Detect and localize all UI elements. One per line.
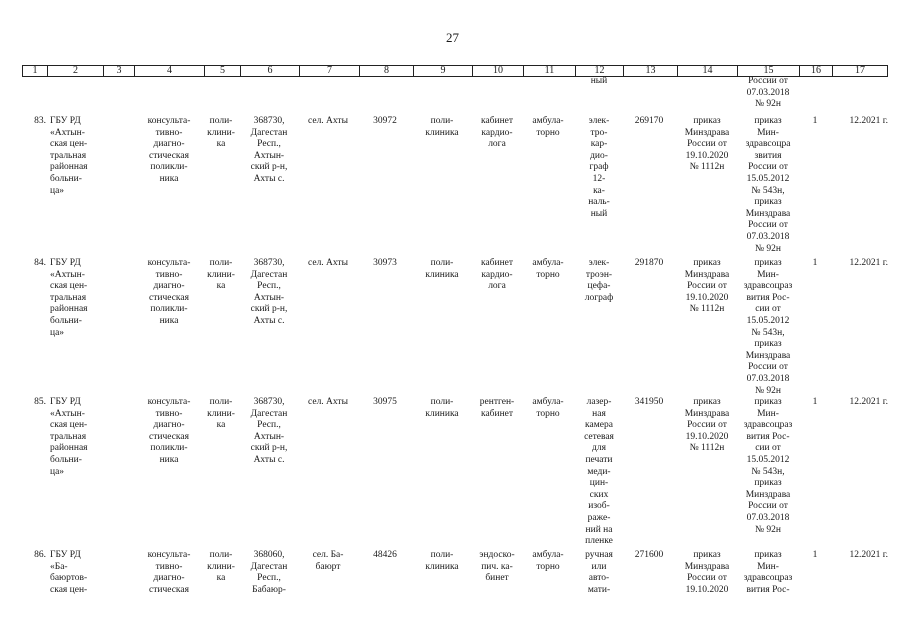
cell-code: 48426	[373, 550, 397, 560]
cell-facility-type: поли- клини- ка	[207, 258, 235, 292]
header-col-4: 4	[134, 65, 204, 76]
cell-settlement: сел. Ахты	[308, 258, 348, 268]
header-col-5: 5	[204, 65, 240, 76]
carryover-order: России от 07.03.2018 № 92н	[746, 76, 790, 110]
cell-organization: ГБУ РД «Ахтын- ская цен- тральная районная больни- ца»	[50, 397, 88, 477]
cell-care-form: амбула- торно	[532, 397, 564, 419]
header-col-13: 13	[623, 65, 677, 76]
cell-date: 12.2021 г.	[849, 258, 888, 268]
cell-order-standard: приказ Минздрава России от 19.10.2020 № 1112н	[684, 116, 730, 173]
carryover-equipment: ный	[590, 76, 608, 86]
cell-order-standard: приказ Минздрава России от 19.10.2020	[684, 550, 730, 595]
cell-row-number: 85.	[34, 397, 46, 407]
cell-settlement: сел. Ба- баюрт	[312, 550, 344, 572]
header-col-7: 7	[299, 65, 359, 76]
cell-settlement: сел. Ахты	[308, 116, 348, 126]
cell-room: кабинет кардио- лога	[480, 116, 514, 150]
cell-subdivision: консульта- тивно- диагно- стическая	[147, 550, 191, 595]
cell-address: 368730, Дагестан Респ., Ахтын- ский р-н, Ахты с.	[250, 116, 288, 184]
cell-organization: ГБУ РД «Ба- баюртов- ская цен-	[50, 550, 88, 595]
cell-order-procedure: приказ Мин- здравсоцраз вития Рос-	[743, 550, 793, 595]
cell-price: 269170	[634, 116, 664, 126]
cell-department: поли- клиника	[425, 397, 459, 419]
header-col-14: 14	[677, 65, 737, 76]
cell-subdivision: консульта- тивно- диагно- стическая поликли- ника	[147, 397, 191, 465]
cell-code: 30975	[373, 397, 397, 407]
header-col-17: 17	[832, 65, 888, 76]
cell-subdivision: консульта- тивно- диагно- стическая поликли- ника	[147, 258, 191, 326]
cell-row-number: 86.	[34, 550, 46, 560]
header-col-1: 1	[22, 65, 47, 76]
cell-facility-type: поли- клини- ка	[207, 550, 235, 584]
cell-order-procedure: приказ Мин- здравсоцра звития России от 15.05.2012 № 543н, приказ Минздрава России от 07.03.2018 № 92н	[745, 116, 791, 254]
header-col-8: 8	[359, 65, 413, 76]
cell-order-procedure: приказ Мин- здравсоцраз вития Рос- сии от 15.05.2012 № 543н, приказ Минздрава России от 07.03.2018 № 92н	[743, 258, 793, 396]
header-col-15: 15	[737, 65, 799, 76]
cell-row-number: 84.	[34, 258, 46, 268]
header-col-11: 11	[523, 65, 575, 76]
header-col-6: 6	[240, 65, 299, 76]
cell-room: кабинет кардио- лога	[480, 258, 514, 292]
cell-code: 30973	[373, 258, 397, 268]
cell-date: 12.2021 г.	[849, 550, 888, 560]
cell-facility-type: поли- клини- ка	[207, 397, 235, 431]
cell-settlement: сел. Ахты	[308, 397, 348, 407]
cell-department: поли- клиника	[425, 116, 459, 138]
cell-quantity: 1	[812, 550, 818, 560]
cell-address: 368730, Дагестан Респ., Ахтын- ский р-н, Ахты с.	[250, 258, 288, 326]
cell-room: рентген- кабинет	[479, 397, 515, 419]
cell-quantity: 1	[812, 258, 818, 268]
cell-equipment: элек- троэн- цефа- лограф	[584, 258, 614, 303]
cell-code: 30972	[373, 116, 397, 126]
cell-care-form: амбула- торно	[532, 550, 564, 572]
cell-quantity: 1	[812, 116, 818, 126]
header-col-9: 9	[413, 65, 472, 76]
cell-equipment: элек- тро- кар- дио- граф 12- ка- наль- ный	[588, 116, 610, 219]
cell-quantity: 1	[812, 397, 818, 407]
cell-room: эндоско- пич. ка- бинет	[479, 550, 515, 584]
cell-date: 12.2021 г.	[849, 397, 888, 407]
cell-subdivision: консульта- тивно- диагно- стическая поликли- ника	[147, 116, 191, 184]
cell-equipment: лазер- ная камера сетевая для печати меди- цин- ских изоб- раже- ний на пленке	[584, 397, 614, 547]
cell-organization: ГБУ РД «Ахтын- ская цен- тральная районная больни- ца»	[50, 258, 88, 338]
cell-address: 368060, Дагестан Респ., Бабаюр-	[250, 550, 288, 595]
cell-order-standard: приказ Минздрава России от 19.10.2020 № 1112н	[684, 397, 730, 454]
page-number: 27	[446, 30, 459, 45]
header-col-3: 3	[103, 65, 134, 76]
header-col-16: 16	[799, 65, 832, 76]
header-col-10: 10	[472, 65, 523, 76]
header-col-2: 2	[47, 65, 103, 76]
cell-organization: ГБУ РД «Ахтын- ская цен- тральная районная больни- ца»	[50, 116, 88, 196]
cell-price: 341950	[634, 397, 664, 407]
cell-care-form: амбула- торно	[532, 116, 564, 138]
cell-department: поли- клиника	[425, 550, 459, 572]
cell-equipment: ручная или авто- мати-	[585, 550, 613, 595]
cell-department: поли- клиника	[425, 258, 459, 280]
header-col-12: 12	[575, 65, 623, 76]
cell-price: 291870	[634, 258, 664, 268]
cell-price: 271600	[634, 550, 664, 560]
cell-facility-type: поли- клини- ка	[207, 116, 235, 150]
cell-care-form: амбула- торно	[532, 258, 564, 280]
cell-row-number: 83.	[34, 116, 46, 126]
cell-order-procedure: приказ Мин- здравсоцраз вития Рос- сии от 15.05.2012 № 543н, приказ Минздрава России от 07.03.2018 № 92н	[743, 397, 793, 535]
cell-address: 368730, Дагестан Респ., Ахтын- ский р-н, Ахты с.	[250, 397, 288, 465]
cell-order-standard: приказ Минздрава России от 19.10.2020 № 1112н	[684, 258, 730, 315]
cell-date: 12.2021 г.	[849, 116, 888, 126]
